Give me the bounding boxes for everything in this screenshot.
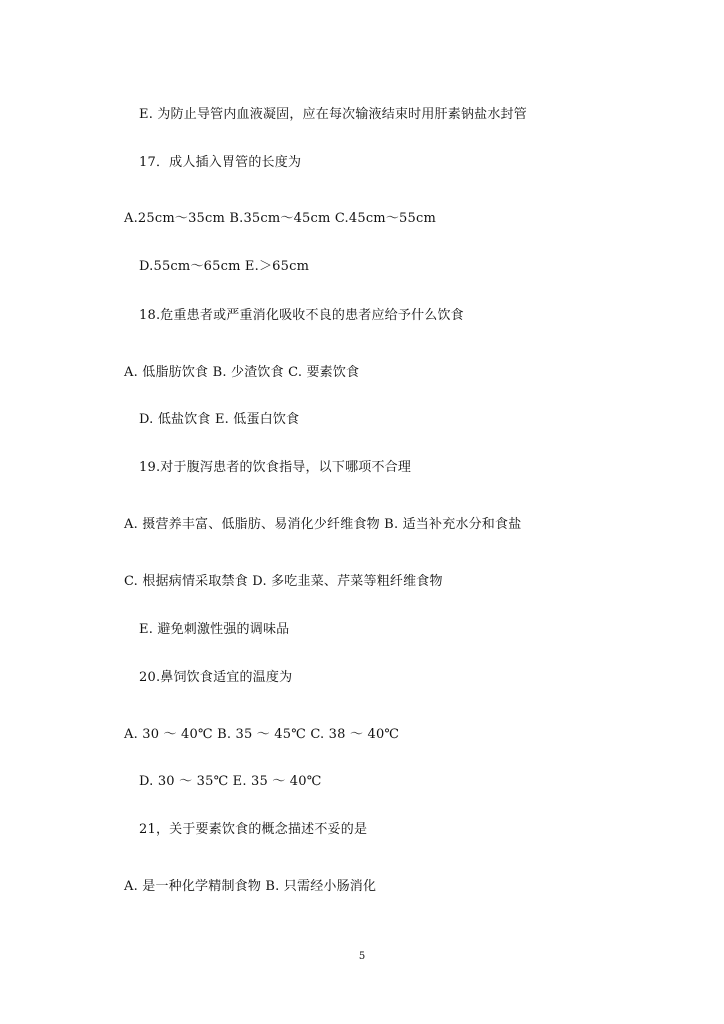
options-19-e: E. 避免刺激性强的调味品 — [139, 622, 290, 637]
page-number: 5 — [358, 951, 366, 962]
question-19: 19.对于腹泻患者的饮食指导，以下哪项不合理 — [139, 460, 412, 475]
options-21-ab: A. 是一种化学精制食物 B. 只需经小肠消化 — [124, 879, 377, 894]
question-20: 20.鼻饲饮食适宜的温度为 — [139, 670, 293, 685]
options-19-ab: A. 摄营养丰富、低脂肪、易消化少纤维食物 B. 适当补充水分和食盐 — [124, 517, 522, 532]
options-19-cd: C. 根据病情采取禁食 D. 多吃韭菜、芹菜等粗纤维食物 — [124, 574, 443, 589]
options-18-de: D. 低盐饮食 E. 低蛋白饮食 — [139, 412, 300, 427]
question-17: 17．成人插入胃管的长度为 — [139, 155, 302, 170]
question-21: 21，关于要素饮食的概念描述不妥的是 — [139, 822, 368, 837]
options-17-de: D.55cm～65cm E.＞65cm — [139, 259, 310, 274]
question-18: 18.危重患者或严重消化吸收不良的患者应给予什么饮食 — [139, 308, 464, 323]
options-17-abc: A.25cm～35cm B.35cm～45cm C.45cm～55cm — [124, 211, 436, 226]
option-line-e-heparin-seal: E. 为防止导管内血液凝固，应在每次输液结束时用肝素钠盐水封管 — [139, 107, 527, 122]
options-20-abc: A. 30 ～ 40℃ B. 35 ～ 45℃ C. 38 ～ 40℃ — [124, 727, 400, 742]
options-18-abc: A. 低脂肪饮食 B. 少渣饮食 C. 要素饮食 — [124, 365, 360, 380]
options-20-de: D. 30 ～ 35℃ E. 35 ～ 40℃ — [139, 774, 322, 789]
